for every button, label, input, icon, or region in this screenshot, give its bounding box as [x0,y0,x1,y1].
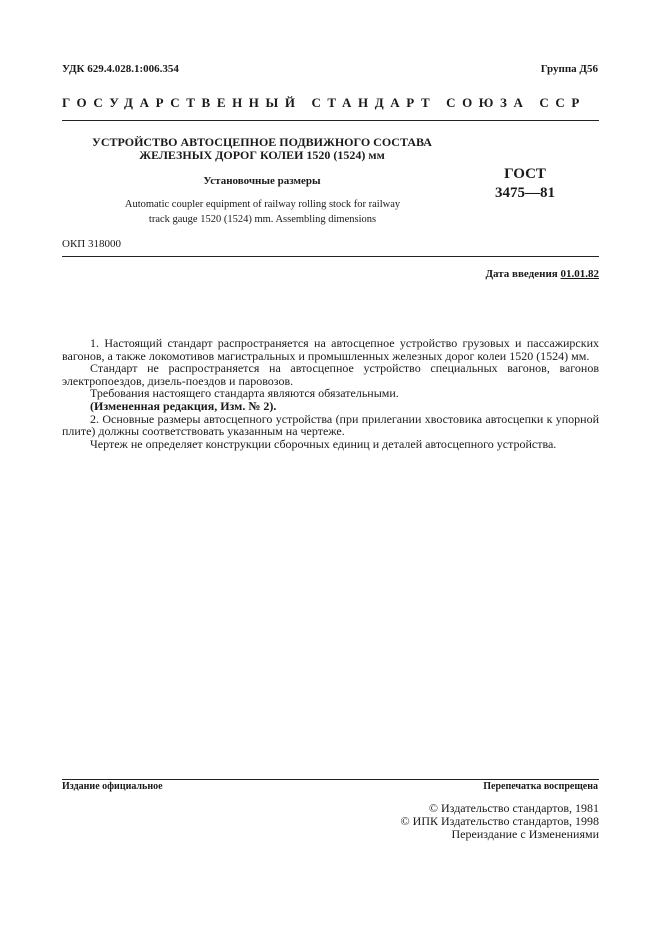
copyright-line-2: © ИПК Издательство стандартов, 1998 [400,814,599,828]
reissue-note: Переиздание с Изменениями [451,827,599,841]
body-paragraph: 2. Основные размеры автосцепного устройства (при прилегании хвостовика автосцепки к упорной плите) должны соответствовать указанным на чертеже. [62,411,599,439]
document-subtitle: Установочные размеры [203,175,321,187]
gost-label: ГОСТ [504,166,546,182]
official-edition-label: Издание официальное [62,781,163,792]
introduction-date [485,268,599,280]
title-line-1: УСТРОЙСТВО АВТОСЦЕПНОЕ ПОДВИЖНОГО СОСТАВА [92,135,432,149]
copyright-line-1: © Издательство стандартов, 1981 [428,801,599,815]
body-paragraph: Стандарт не распространяется на автосцепное устройство специальных вагонов, вагонов электропоездов, дизель-поездов и паровозов. [62,361,599,388]
document-title [62,136,462,162]
body-paragraph: Требования настоящего стандарта являются обязательными. [90,386,399,401]
english-title-line-2: track gauge 1520 (1524) mm. Assembling dimensions [148,214,377,225]
reprint-prohibited-label: Перепечатка воспрещена [483,781,598,792]
introduction-date-label: Дата введения [485,268,558,280]
divider-top [62,120,599,121]
copyright-block [401,802,599,841]
gost-number: 3475—81 [495,185,555,201]
divider-middle [62,256,599,257]
state-standard-heading: ГОСУДАРСТВЕННЫЙ СТАНДАРТ СОЮЗА ССР [62,95,586,110]
divider-bottom [62,779,599,780]
english-title [90,197,435,227]
document-body [62,337,599,450]
okp-code: ОКП 318000 [62,238,121,250]
udc-code: УДК 629.4.028.1:006.354 [62,63,179,75]
english-title-line-1: Automatic coupler equipment of railway rolling stock for railway [124,199,401,210]
group-code: Группа Д56 [540,63,598,75]
introduction-date-value: 01.01.82 [560,268,599,280]
body-paragraph: Чертеж не определяет конструкции сборочных единиц и деталей автосцепного устройства. [90,436,557,451]
title-line-2: ЖЕЛЕЗНЫХ ДОРОГ КОЛЕИ 1520 (1524) мм [139,148,385,162]
amendment-note: (Измененная редакция, Изм. № 2). [90,398,277,413]
body-paragraph: 1. Настоящий стандарт распространяется на автосцепное устройство грузовых и пассажирских вагонов, а также локомотивов магистральных и промышленных железных дорог колеи 1520 (1524) мм. [62,336,599,363]
gost-designation [480,165,570,203]
